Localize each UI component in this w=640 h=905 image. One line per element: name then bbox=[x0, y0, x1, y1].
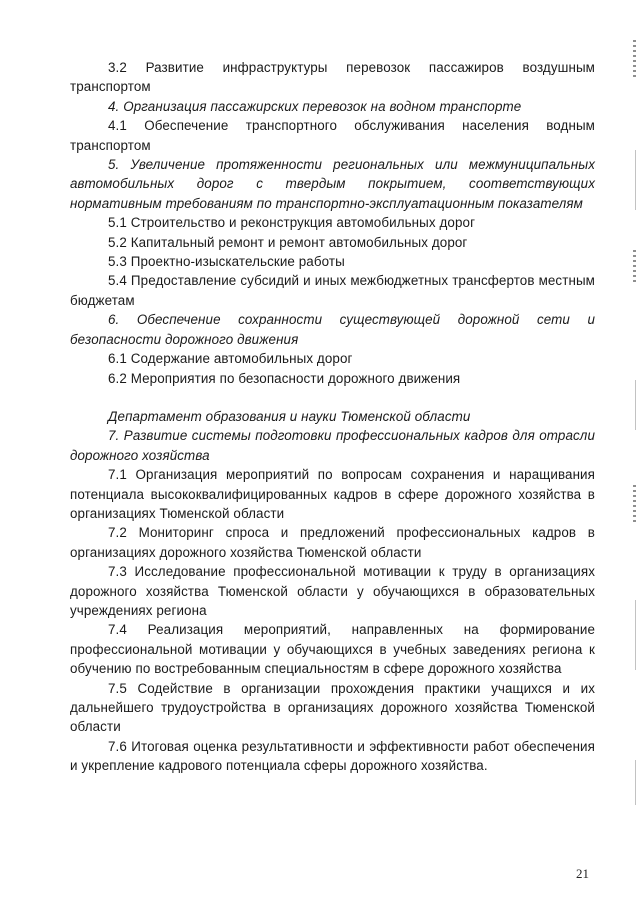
heading-6: 6. Обеспечение сохранности существующей дорожной сети и безопасности дорожного движения bbox=[70, 312, 595, 347]
scan-edge-mark bbox=[633, 40, 636, 80]
heading-4: 4. Организация пассажирских перевозок на водном транспорте bbox=[108, 98, 522, 114]
heading-7: 7. Развитие системы подготовки профессиональных кадров для отрасли дорожного хозяйства bbox=[70, 428, 595, 463]
paragraph-6-2: 6.2 Мероприятия по безопасности дорожного движения bbox=[108, 370, 461, 386]
paragraph-7-1: 7.1 Организация мероприятий по вопросам сохранения и наращивания потенциала высококвалифицированных кадров в сфере дорожного хозяйства в организациях Тюменской области bbox=[70, 467, 595, 521]
document-body bbox=[70, 58, 595, 776]
heading-5: 5. Увеличение протяженности региональных или межмуниципальных автомобильных дорог с твердым покрытием, соответствующих нормативным требованиям по транспортно-эксплуатационным показателям bbox=[70, 157, 595, 211]
paragraph-7-3: 7.3 Исследование профессиональной мотивации к труду в организациях дорожного хозяйства Тюменской области у обучающихся в образовательных учреждениях региона bbox=[70, 564, 595, 618]
paragraph-3-2: 3.2 Развитие инфраструктуры перевозок пассажиров воздушным транспортом bbox=[70, 60, 595, 95]
paragraph-7-2: 7.2 Мониторинг спроса и предложений профессиональных кадров в организациях дорожного хозяйства Тюменской области bbox=[70, 525, 595, 560]
paragraph-5-4: 5.4 Предоставление субсидий и иных межбюджетных трансфертов местным бюджетам bbox=[70, 273, 595, 308]
scan-edge-mark bbox=[635, 150, 636, 210]
section-spacer bbox=[70, 388, 595, 407]
paragraph-7-4: 7.4 Реализация мероприятий, направленных на формирование профессиональной мотивации у обучающихся в учебных заведениях региона к обучению по востребованным специальностям в сфере дорожного хозяйства bbox=[70, 622, 595, 677]
scan-edge-mark bbox=[635, 600, 636, 670]
paragraph-5-1: 5.1 Строительство и реконструкция автомобильных дорог bbox=[108, 215, 476, 231]
scan-edge-mark bbox=[633, 485, 636, 525]
paragraph-6-1: 6.1 Содержание автомобильных дорог bbox=[108, 351, 353, 367]
paragraph-5-2: 5.2 Капитальный ремонт и ремонт автомобильных дорог bbox=[108, 234, 468, 250]
scan-edge-mark bbox=[635, 760, 636, 805]
scan-edge-mark bbox=[635, 380, 636, 430]
department-heading: Департамент образования и науки Тюменской области bbox=[108, 408, 471, 424]
paragraph-7-6: 7.6 Итоговая оценка результативности и эффективности работ обеспечения и укрепление кадрового потенциала сферы дорожного хозяйства. bbox=[70, 738, 595, 774]
page-number: 21 bbox=[576, 866, 589, 881]
paragraph-7-5: 7.5 Содействие в организации прохождения практики учащихся и их дальнейшего трудоустройства в организациях дорожного хозяйства Тюменской области bbox=[70, 680, 595, 735]
scan-edge-mark bbox=[633, 250, 636, 285]
paragraph-4-1: 4.1 Обеспечение транспортного обслуживания населения водным транспортом bbox=[70, 118, 595, 153]
paragraph-5-3: 5.3 Проектно-изыскательские работы bbox=[108, 254, 345, 270]
